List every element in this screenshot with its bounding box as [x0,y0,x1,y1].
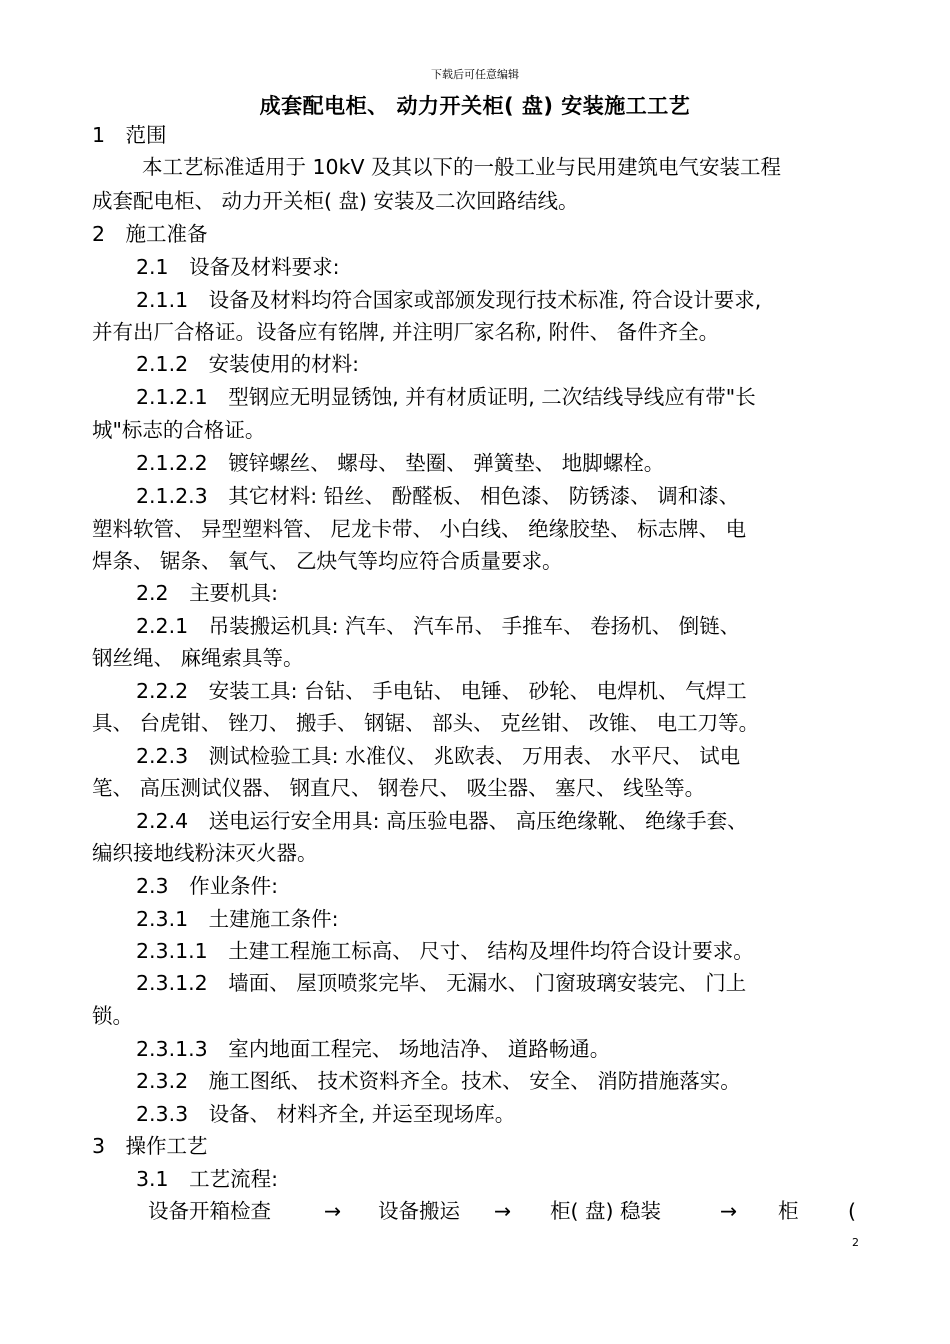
body-line: 笔、 高压测试仪器、 钢直尺、 钢卷尺、 吸尘器、 塞尺、 线坠等。 [92,776,706,800]
subsection-heading: 2.3 作业条件: [136,874,279,898]
subsection-heading: 2.2 主要机具: [136,581,279,605]
body-line: 并有出厂合格证。设备应有铭牌, 并注明厂家名称, 附件、 备件齐全。 [92,320,720,344]
document-title: 成套配电柜、 动力开关柜( 盘) 安装施工工艺 [259,94,691,118]
body-line: 塑料软管、 异型塑料管、 尼龙卡带、 小白线、 绝缘胶垫、 标志牌、 电 [92,517,747,541]
body-line: 2.1.2.1 型钢应无明显锈蚀, 并有材质证明, 二次结线导线应有带"长 [136,385,756,409]
flow-step: ( [848,1199,856,1223]
body-line: 2.3.2 施工图纸、 技术资料齐全。技术、 安全、 消防措施落实。 [136,1069,741,1093]
body-line: 锁。 [92,1004,133,1028]
body-line: 城"标志的合格证。 [92,418,266,442]
body-line: 编织接地线粉沫灭火器。 [92,841,318,865]
section-heading: 1 范围 [92,123,167,147]
body-line: 钢丝绳、 麻绳索具等。 [92,646,304,670]
body-line: 焊条、 锯条、 氧气、 乙炔气等均应符合质量要求。 [92,549,563,573]
body-line: 2.1.2.3 其它材料: 铅丝、 酚醛板、 相色漆、 防锈漆、 调和漆、 [136,484,740,508]
subsection-heading: 3.1 工艺流程: [136,1167,279,1191]
body-line: 2.3.3 设备、 材料齐全, 并运至现场库。 [136,1102,516,1126]
body-line: 2.1.2.2 镀锌螺丝、 螺母、 垫圈、 弹簧垫、 地脚螺栓。 [136,451,665,475]
body-line: 2.2.2 安装工具: 台钻、 手电钻、 电锤、 砂轮、 电焊机、 气焊工 [136,679,747,703]
body-line: 2.2.4 送电运行安全用具: 高压验电器、 高压绝缘靴、 绝缘手套、 [136,809,748,833]
body-line: 成套配电柜、 动力开关柜( 盘) 安装及二次回路结线。 [92,189,579,213]
body-line: 2.3.1.2 墙面、 屋顶喷浆完毕、 无漏水、 门窗玻璃安装完、 门上 [136,971,747,995]
flow-arrow: → [324,1199,342,1223]
page-header: 下载后可任意编辑 [431,68,519,81]
flow-step: 柜 [778,1199,799,1223]
body-line: 具、 台虎钳、 锉刀、 搬手、 钢锯、 部头、 克丝钳、 改锥、 电工刀等。 [92,711,760,735]
subsection-heading: 2.1 设备及材料要求: [136,255,340,279]
subsection-heading: 2.3.1 土建施工条件: [136,907,339,931]
flow-arrow: → [720,1199,738,1223]
body-line: 2.2.3 测试检验工具: 水准仪、 兆欧表、 万用表、 水平尺、 试电 [136,744,741,768]
flow-step: 设备开箱检查 [148,1199,271,1223]
flow-step: 设备搬运 [378,1199,460,1223]
section-heading: 2 施工准备 [92,222,208,246]
body-line: 2.3.1.1 土建工程施工标高、 尺寸、 结构及埋件均符合设计要求。 [136,939,754,963]
subsection-heading: 2.1.2 安装使用的材料: [136,352,360,376]
page-number: 2 [852,1236,859,1249]
body-line: 本工艺标准适用于 10kV 及其以下的一般工业与民用建筑电气安装工程 [142,155,782,179]
section-heading: 3 操作工艺 [92,1134,208,1158]
flow-step: 柜( 盘) 稳装 [550,1199,662,1223]
flow-arrow: → [494,1199,512,1223]
body-line: 2.1.1 设备及材料均符合国家或部颁发现行技术标准, 符合设计要求, [136,288,762,312]
body-line: 2.2.1 吊装搬运机具: 汽车、 汽车吊、 手推车、 卷扬机、 倒链、 [136,614,741,638]
body-line: 2.3.1.3 室内地面工程完、 场地洁净、 道路畅通。 [136,1037,611,1061]
